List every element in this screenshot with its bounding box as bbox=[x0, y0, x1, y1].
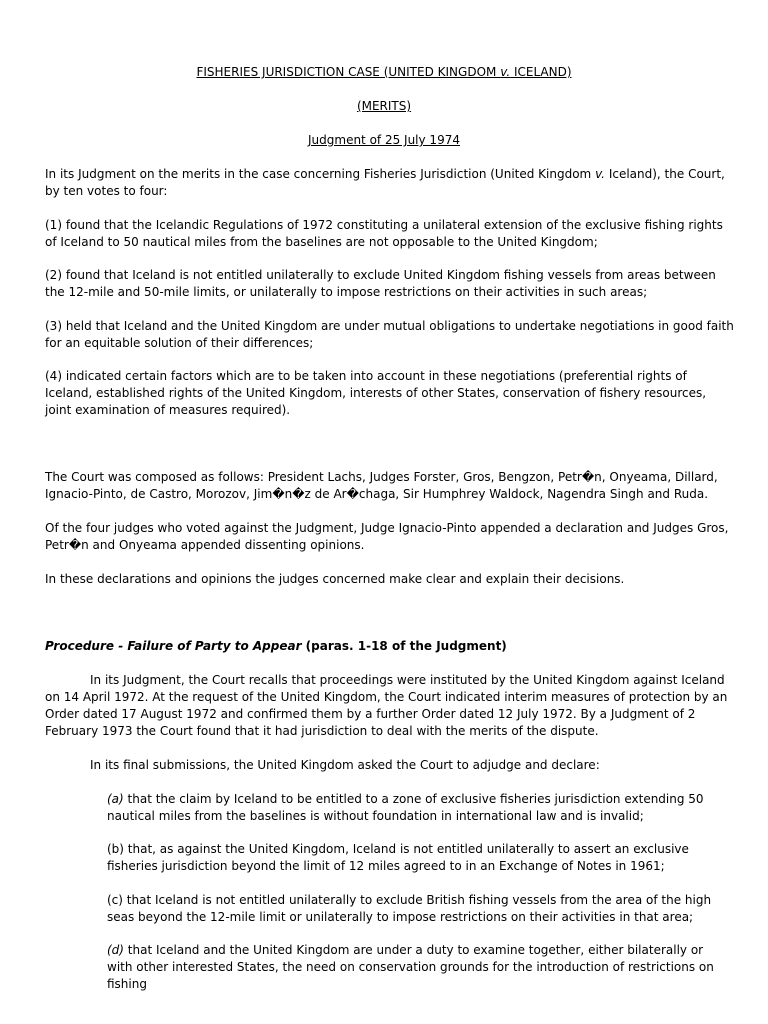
declarations-note: In these declarations and opinions the judges concerned make clear and explain their decisions. bbox=[45, 572, 625, 586]
case-title-part1: FISHERIES JURISDICTION CASE (UNITED KINGDOM bbox=[196, 65, 501, 79]
finding-1: (1) found that the Icelandic Regulations of 1972 constituting a unilateral extension of the exclusive fishing rights of Iceland to 50 nautical miles from the baselines are not opposable to the United Kingdom; bbox=[45, 218, 723, 249]
submission-c: (c) that Iceland is not entitled unilaterally to exclude British fishing vessels from the area of the high seas beyond the 12-mile limit or unilaterally to impose restrictions on their activities in that area; bbox=[107, 893, 712, 924]
procedure-heading-italic: Procedure - Failure of Party to Appear bbox=[45, 639, 302, 653]
submission-a-text: that the claim by Iceland to be entitled to a zone of exclusive fisheries jurisdiction extending 50 nautical miles from the baselines is without foundation in international law and is invalid; bbox=[107, 792, 704, 823]
intro-text-a: In its Judgment on the merits in the case concerning Fisheries Jurisdiction (United Kingdom bbox=[45, 167, 596, 181]
intro-text-b: Iceland), the Court, by ten votes to four: bbox=[45, 167, 725, 198]
finding-2: (2) found that Iceland is not entitled unilaterally to exclude United Kingdom fishing vessels from areas between the 12-mile and 50-mile limits, or unilaterally to impose restrictions on their activities in such areas; bbox=[45, 268, 716, 299]
case-subtitle: (MERITS) bbox=[356, 99, 412, 113]
procedure-heading-rest: (paras. 1-18 of the Judgment) bbox=[301, 639, 507, 653]
procedure-paragraph-1: In its Judgment, the Court recalls that proceedings were instituted by the United Kingdom against Iceland on 14 April 1972. At the request of the United Kingdom, the Court indicated interim measures of protection by an Order dated 17 August 1972 and confirmed them by a further Order dated 12 July 1972. By a Judgment of 2 February 1973 the Court found that it had jurisdiction to deal with the merits of the dispute. bbox=[45, 673, 728, 738]
procedure-paragraph-2: In its final submissions, the United Kingdom asked the Court to adjudge and declare: bbox=[90, 758, 600, 772]
finding-3: (3) held that Iceland and the United Kingdom are under mutual obligations to undertake negotiations in good faith for an equitable solution of their differences; bbox=[45, 319, 734, 350]
finding-4: (4) indicated certain factors which are to be taken into account in these negotiations (preferential rights of Iceland, established rights of the United Kingdom, interests of other States, conservation of fishery resources, joint examination of measures required). bbox=[45, 369, 707, 417]
intro-versus: v. bbox=[595, 167, 605, 181]
submission-a bbox=[107, 791, 727, 825]
judgment-date: Judgment of 25 July 1974 bbox=[308, 133, 460, 147]
procedure-heading bbox=[45, 638, 735, 655]
submission-b: (b) that, as against the United Kingdom, Iceland is not entitled unilaterally to assert an exclusive fisheries jurisdiction beyond the limit of 12 miles agreed to in an Exchange of Notes in 1961; bbox=[107, 842, 689, 873]
court-composition: The Court was composed as follows: President Lachs, Judges Forster, Gros, Bengzon, Petr�n, Onyeama, Dillard, Ignacio-Pinto, de Castro, Morozov, Jim�n�z de Ar�chaga, Sir Humphrey Waldock, Nagendra Singh and Ruda. bbox=[45, 470, 718, 501]
case-title-part2: ICELAND) bbox=[510, 65, 572, 79]
intro-paragraph bbox=[45, 166, 735, 200]
submission-d-label: (d) bbox=[107, 943, 124, 957]
case-title bbox=[0, 64, 768, 81]
case-title-versus: v. bbox=[500, 65, 511, 79]
submission-a-label: (a) bbox=[107, 792, 124, 806]
dissent-note: Of the four judges who voted against the Judgment, Judge Ignacio-Pinto appended a declaration and Judges Gros, Petr�n and Onyeama appended dissenting opinions. bbox=[45, 521, 729, 552]
submission-d bbox=[107, 942, 727, 993]
submission-d-text: that Iceland and the United Kingdom are under a duty to examine together, either bilaterally or with other interested States, the need on conservation grounds for the introduction of restrictions on fishing bbox=[107, 943, 714, 991]
